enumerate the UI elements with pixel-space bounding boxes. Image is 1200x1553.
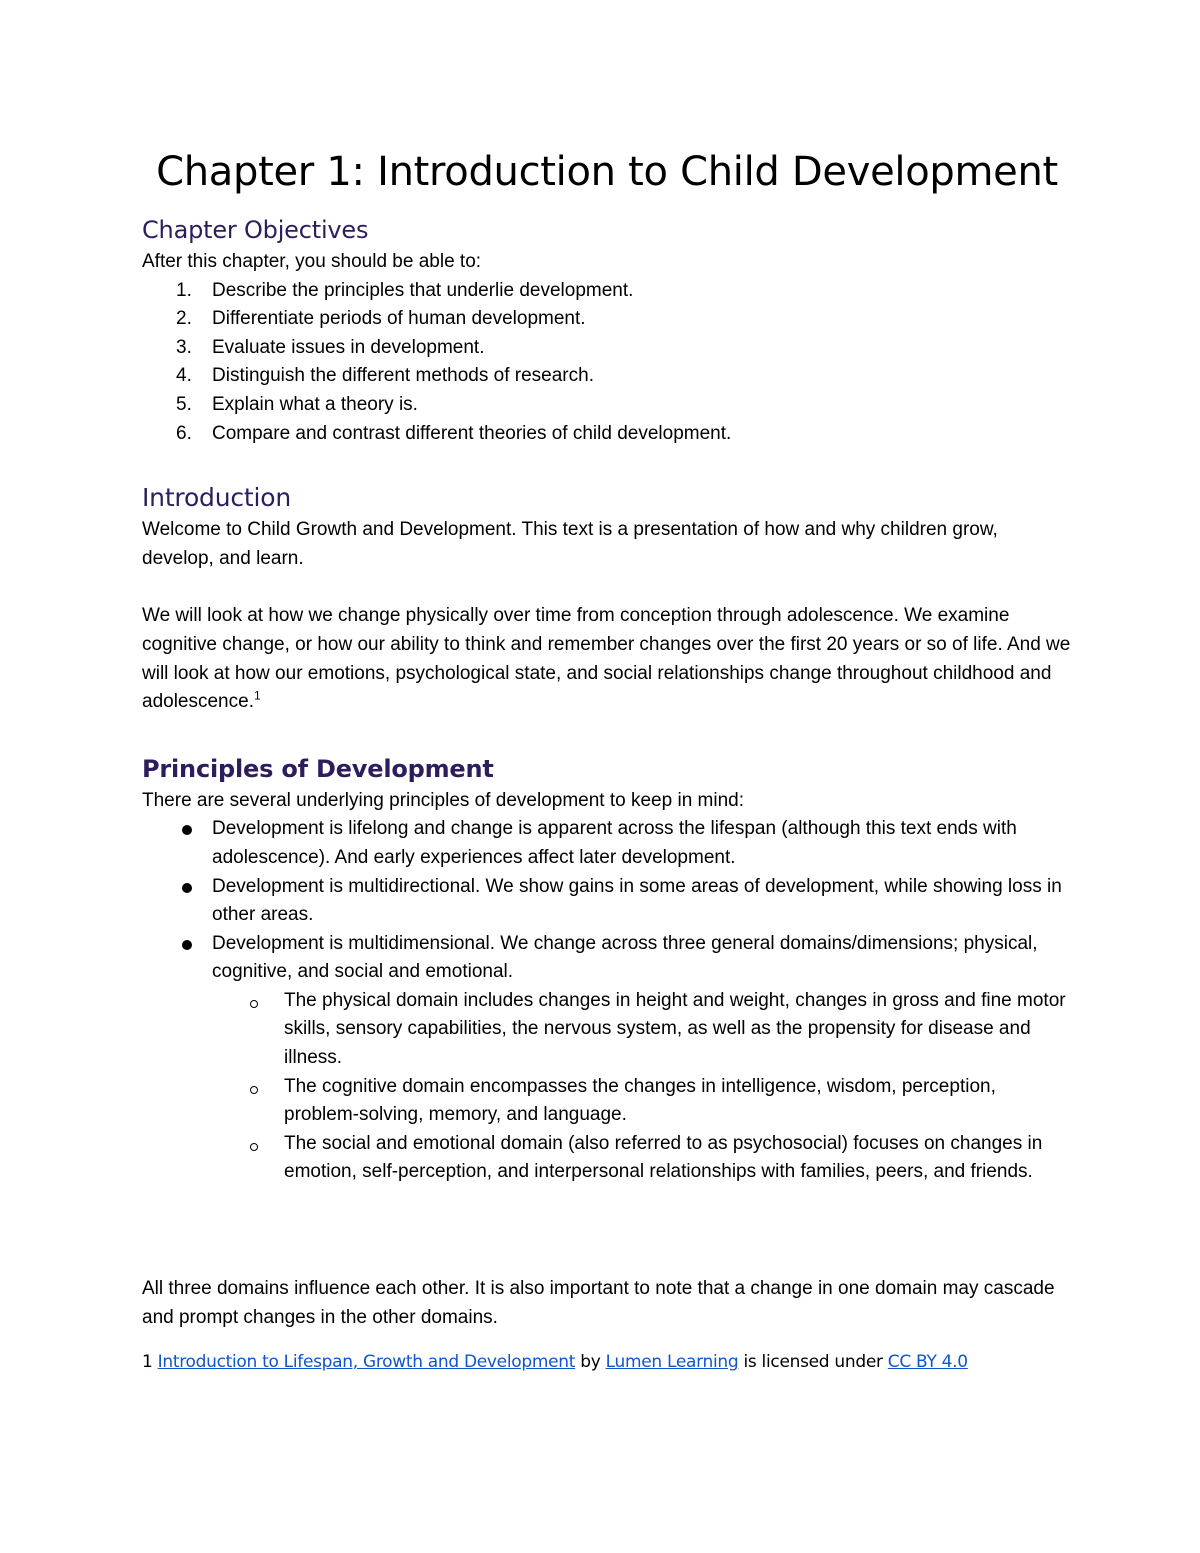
footnote-license-text: is licensed under — [743, 1352, 883, 1373]
list-item-text: Evaluate issues in development. — [212, 336, 485, 358]
objectives-list — [142, 277, 1072, 449]
list-item-text: Compare and contrast different theories of child development. — [212, 422, 732, 444]
list-item-text: The physical domain includes changes in height and weight, changes in gross and fine motor skills, sensory capabilities, the nervous system, as well as the propensity for disease and illness. — [284, 989, 1066, 1069]
principles-list — [142, 815, 1072, 987]
introduction-paragraph-2-text: We will look at how we change physically over time from conception through adolescence. We examine cognitive change, or how our ability to think and remember changes over the first 20 years or so of life. And we will look at how our emotions, psychological state, and social relationships change throughout childhood and adolescence. — [142, 605, 1071, 713]
list-item — [142, 930, 1072, 987]
objectives-heading: Chapter Objectives — [142, 216, 369, 244]
hollow-bullet-icon — [250, 1143, 258, 1151]
list-item — [142, 334, 1072, 363]
list-item — [142, 815, 1072, 872]
list-item-text: Development is multidimensional. We change across three general domains/dimensions; physical, cognitive, and social and emotional. — [212, 932, 1038, 983]
list-item-text: The cognitive domain encompasses the changes in intelligence, wisdom, perception, problem-solving, memory, and language. — [284, 1075, 996, 1126]
hollow-bullet-icon — [250, 1086, 258, 1094]
footnote-link-source[interactable]: Introduction to Lifespan, Growth and Development — [157, 1352, 576, 1373]
footnote — [142, 1350, 1072, 1374]
list-number: 1. — [176, 279, 192, 301]
footnote-link-author[interactable]: Lumen Learning — [605, 1352, 739, 1373]
list-number: 3. — [176, 336, 192, 358]
bullet-icon — [182, 825, 192, 835]
introduction-paragraph-1: Welcome to Child Growth and Development. This text is a presentation of how and why children grow, develop, and learn. — [142, 519, 998, 569]
list-item-text: Differentiate periods of human development. — [212, 308, 586, 330]
footnote-link-license[interactable]: CC BY 4.0 — [887, 1352, 968, 1373]
footnote-by-text: by — [580, 1352, 601, 1373]
list-item — [142, 277, 1072, 306]
document-page — [142, 140, 1072, 1374]
list-item-text: The social and emotional domain (also referred to as psychosocial) focuses on changes in emotion, self-perception, and interpersonal relationships with families, peers, and friends. — [284, 1132, 1043, 1183]
list-item-text: Explain what a theory is. — [212, 393, 418, 415]
domains-sublist — [142, 987, 1072, 1187]
list-number: 5. — [176, 393, 192, 415]
list-number: 4. — [176, 365, 192, 387]
objectives-intro: After this chapter, you should be able to: — [142, 251, 482, 272]
list-item — [142, 391, 1072, 420]
list-item-text: Distinguish the different methods of research. — [212, 365, 594, 387]
list-number: 6. — [176, 422, 192, 444]
principles-heading: Principles of Development — [142, 754, 494, 783]
list-item — [142, 362, 1072, 391]
list-item — [142, 987, 1072, 1073]
principles-intro: There are several underlying principles of development to keep in mind: — [142, 789, 744, 811]
list-item — [142, 1130, 1072, 1187]
footnote-number: 1 — [142, 1352, 153, 1373]
list-item — [142, 305, 1072, 334]
introduction-paragraph-2 — [142, 602, 1072, 716]
list-item — [142, 1073, 1072, 1130]
footnote-reference[interactable]: 1 — [253, 688, 261, 703]
bullet-icon — [182, 883, 192, 893]
closing-paragraph: All three domains influence each other. It is also important to note that a change in one domain may cascade and prompt changes in the other domains. — [142, 1278, 1055, 1328]
list-item-text: Development is lifelong and change is apparent across the lifespan (although this text ends with adolescence). And early experiences affect later development. — [212, 818, 1017, 868]
introduction-heading: Introduction — [142, 483, 291, 513]
list-number: 2. — [176, 308, 192, 330]
hollow-bullet-icon — [250, 1000, 258, 1008]
list-item — [142, 420, 1072, 449]
list-item-text: Development is multidirectional. We show gains in some areas of development, while showing loss in other areas. — [212, 875, 1062, 926]
list-item — [142, 873, 1072, 930]
bullet-icon — [182, 940, 192, 950]
list-item-text: Describe the principles that underlie development. — [212, 279, 634, 301]
page-title: Chapter 1: Introduction to Child Development — [156, 149, 1058, 195]
